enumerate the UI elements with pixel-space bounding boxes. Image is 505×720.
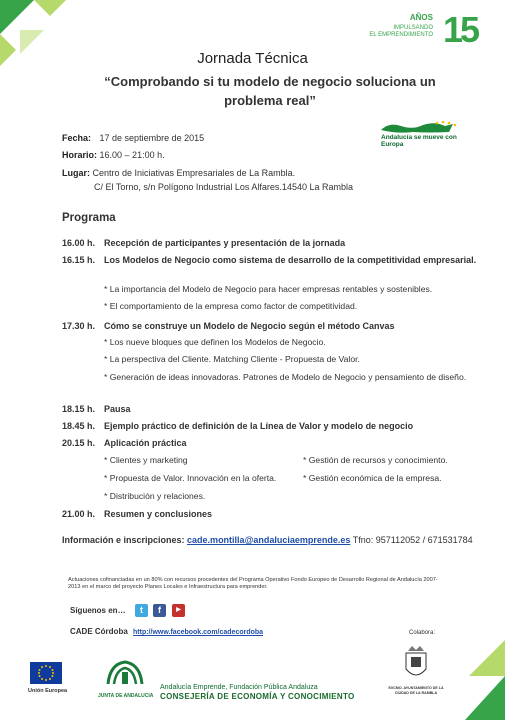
programa-item (62, 420, 482, 432)
horario-label: Horario: (62, 150, 98, 160)
bullet-item: * Propuesta de Valor. Innovación en la oferta. (104, 473, 277, 483)
cade-row (70, 627, 263, 636)
andalucia-europa-logo (379, 120, 469, 150)
programa-item (62, 508, 482, 520)
logo-anos-text: AÑOS (409, 13, 433, 22)
ayuntamiento-coat-of-arms-icon (402, 645, 430, 683)
bullet-item: * Distribución y relaciones. (104, 491, 206, 501)
item-text: Cómo se construye un Modelo de Negocio según el método Canvas (104, 321, 395, 331)
item-text: Ejemplo práctico de definición de la Línea de Valor y modelo de negocio (104, 421, 414, 431)
contact-line (62, 535, 473, 545)
funding-note: Actuaciones cofinanciadas en un 80% con recursos procedentes del Programa Operativo Fondo Europeo de Desarrollo Regional de Andalucía 2007-2013 en el marco del proyecto Planes Locales e Infraestructura para emprender. (68, 577, 438, 590)
footer-institution (160, 683, 355, 701)
item-time: 16.00 h. (62, 238, 96, 248)
andalucia-logo-text: Andalucía se mueve con Europa (381, 134, 457, 148)
horario-row (62, 148, 165, 162)
programa-item (62, 403, 482, 415)
programa-item (62, 254, 482, 278)
contact-email-link[interactable]: cade.montilla@andaluciaemprende.es (187, 535, 351, 545)
item-time: 20.15 h. (62, 438, 96, 448)
item-time: 18.15 h. (62, 404, 96, 414)
bullet-item: * La importancia del Modelo de Negocio para hacer empresas rentables y sostenibles. (104, 284, 433, 294)
fecha-row (62, 131, 204, 145)
junta-label: JUNTA DE ANDALUCIA (98, 693, 154, 699)
fecha-label: Fecha: (62, 133, 92, 143)
item-text: Resumen y conclusiones (104, 509, 213, 519)
programa-item (62, 320, 482, 332)
facebook-url-link[interactable]: http://www.facebook.com/cadecordoba (133, 629, 264, 636)
bullet-item: * El comportamiento de la empresa como factor de competitividad. (104, 301, 358, 311)
eu-flag-icon (30, 662, 62, 684)
lugar-label: Lugar: (62, 168, 90, 178)
bullet-item: * Gestión económica de la empresa. (303, 473, 442, 483)
bullet-item: * Generación de ideas innovadoras. Patrones de Modelo de Negocio y pensamiento de diseño. (104, 372, 467, 382)
programa-heading: Programa (62, 212, 116, 224)
contact-phones: Tfno: 957112052 / 671531784 (352, 535, 473, 545)
bullet-item: * La perspectiva del Cliente. Matching Cliente - Propuesta de Valor. (104, 354, 360, 364)
item-text: Pausa (104, 404, 131, 414)
fecha-value: 17 de septiembre de 2015 (99, 133, 205, 143)
youtube-icon[interactable]: ▶ (172, 604, 185, 617)
item-time: 18.45 h. (62, 421, 96, 431)
bullet-item: * Los nueve bloques que definen los Modelos de Negocio. (104, 337, 326, 347)
junta-andalucia-logo-icon (100, 658, 150, 690)
bullet-item: * Gestión de recursos y conocimiento. (303, 455, 448, 465)
item-text: Los Modelos de Negocio como sistema de desarrollo de la competitividad empresarial. (104, 255, 477, 265)
decorative-corner-bottom-right (465, 640, 505, 720)
item-time: 16.15 h. (62, 255, 96, 265)
andalucia-map-icon (379, 120, 467, 134)
footer-line2: CONSEJERÍA DE ECONOMÍA Y CONOCIMIENTO (160, 692, 355, 701)
facebook-icon[interactable]: f (153, 604, 166, 617)
logo-impulsando-text: IMPULSANDO (393, 25, 433, 31)
horario-value: 16.00 – 21:00 h. (99, 150, 165, 160)
bullet-item: * Clientes y marketing (104, 455, 188, 465)
colabora-label: Colabora: (408, 630, 435, 636)
eu-label: Unión Europea (28, 688, 68, 694)
logo-emprendimiento-text: EL EMPRENDIMIENTO (369, 32, 433, 38)
footer-line1: Andalucía Emprende, Fundación Pública Andaluza (160, 684, 318, 691)
cade-label: CADE Córdoba (70, 627, 128, 636)
item-text: Aplicación práctica (104, 438, 187, 448)
ayuntamiento-label: EXCMO. AYUNTAMIENTO DE LA CIUDAD DE LA RAMBLA (388, 686, 444, 695)
page-title: Jornada Técnica (197, 50, 308, 67)
twitter-icon[interactable]: t (135, 604, 148, 617)
contact-label: Información e inscripciones: (62, 535, 185, 545)
15-anos-logo (357, 9, 477, 52)
item-text: Recepción de participantes y presentación de la jornada (104, 238, 346, 248)
logo-number: 15 (442, 9, 477, 50)
lugar-row (62, 166, 295, 180)
item-time: 21.00 h. (62, 509, 96, 519)
item-time: 17.30 h. (62, 321, 96, 331)
programa-item (62, 237, 482, 249)
page-subtitle: “Comprobando si tu modelo de negocio soluciona un problema real” (104, 74, 436, 108)
lugar-line1: Centro de Iniciativas Empresariales de La Rambla. (92, 168, 296, 178)
programa-item (62, 437, 482, 449)
social-label: Síguenos en… (70, 606, 126, 615)
lugar-line2: C/ El Torno, s/n Polígono Industrial Los Alfares.14540 La Rambla (94, 182, 353, 192)
